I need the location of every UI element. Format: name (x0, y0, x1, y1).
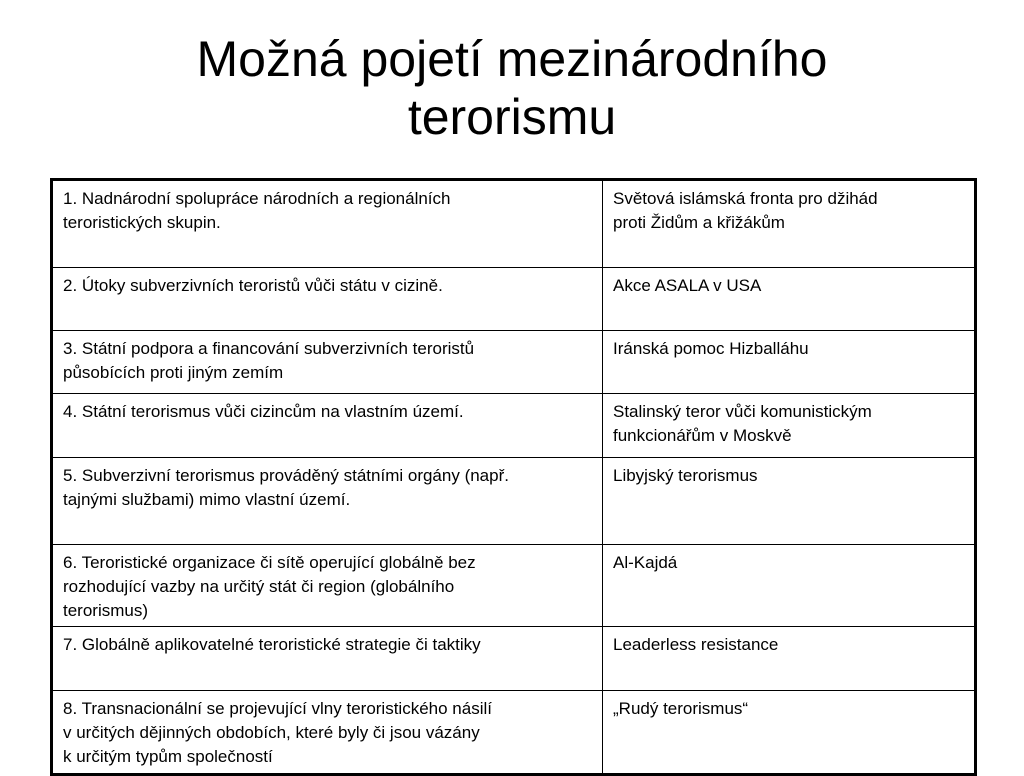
example-line: Stalinský teror vůči komunistickým (613, 402, 872, 421)
example-line: Leaderless resistance (613, 635, 779, 654)
example-line: proti Židům a křižákům (613, 213, 785, 232)
table-row (52, 545, 976, 627)
example-line: funkcionářům v Moskvě (613, 426, 792, 445)
concept-line: v určitých dějinných obdobích, které byly či jsou vázány (63, 723, 480, 742)
concept-cell (52, 268, 603, 331)
concept-cell (52, 394, 603, 458)
concept-cell (52, 331, 603, 394)
concept-line: terorismus) (63, 601, 149, 620)
concept-cell (52, 545, 603, 627)
example-cell (603, 394, 976, 458)
example-cell (603, 268, 976, 331)
example-line: Al-Kajdá (613, 553, 678, 572)
concept-line: 6. Teroristické organizace či sítě operující globálně bez (63, 553, 476, 572)
table-row (52, 627, 976, 691)
concept-line: rozhodující vazby na určitý stát či region (globálního (63, 577, 455, 596)
example-line: Libyjský terorismus (613, 466, 758, 485)
concept-line: 2. Útoky subverzivních teroristů vůči státu v cizině. (63, 276, 443, 295)
concept-line: 1. Nadnárodní spolupráce národních a regionálních (63, 189, 451, 208)
example-cell (603, 627, 976, 691)
table-row (52, 331, 976, 394)
concept-line: 8. Transnacionální se projevující vlny teroristického násilí (63, 699, 492, 718)
table-row (52, 268, 976, 331)
concept-line: tajnými službami) mimo vlastní území. (63, 490, 351, 509)
concept-cell (52, 627, 603, 691)
example-line: Akce ASALA v USA (613, 276, 762, 295)
table-row (52, 394, 976, 458)
example-line: Iránská pomoc Hizballáhu (613, 339, 809, 358)
slide-title-line-2: terorismu (407, 89, 617, 145)
example-cell (603, 545, 976, 627)
example-line: Světová islámská fronta pro džihád (613, 189, 878, 208)
table-row (52, 691, 976, 775)
example-cell (603, 458, 976, 545)
example-cell (603, 691, 976, 775)
concept-cell (52, 691, 603, 775)
table-row (52, 180, 976, 268)
concepts-table (50, 178, 977, 776)
example-cell (603, 331, 976, 394)
concept-line: 5. Subverzivní terorismus prováděný státními orgány (např. (63, 466, 509, 485)
example-cell (603, 180, 976, 268)
table-row (52, 458, 976, 545)
concept-line: 3. Státní podpora a financování subverzivních teroristů (63, 339, 475, 358)
concept-line: k určitým typům společností (63, 747, 273, 766)
slide-title (0, 30, 1024, 146)
concept-line: 7. Globálně aplikovatelné teroristické strategie či taktiky (63, 635, 481, 654)
concept-line: teroristických skupin. (63, 213, 221, 232)
concept-line: 4. Státní terorismus vůči cizincům na vlastním území. (63, 402, 464, 421)
concept-line: působících proti jiným zemím (63, 363, 284, 382)
concept-cell (52, 180, 603, 268)
slide-title-line-1: Možná pojetí mezinárodního (196, 31, 828, 87)
example-line: „Rudý terorismus“ (613, 699, 749, 718)
concept-cell (52, 458, 603, 545)
